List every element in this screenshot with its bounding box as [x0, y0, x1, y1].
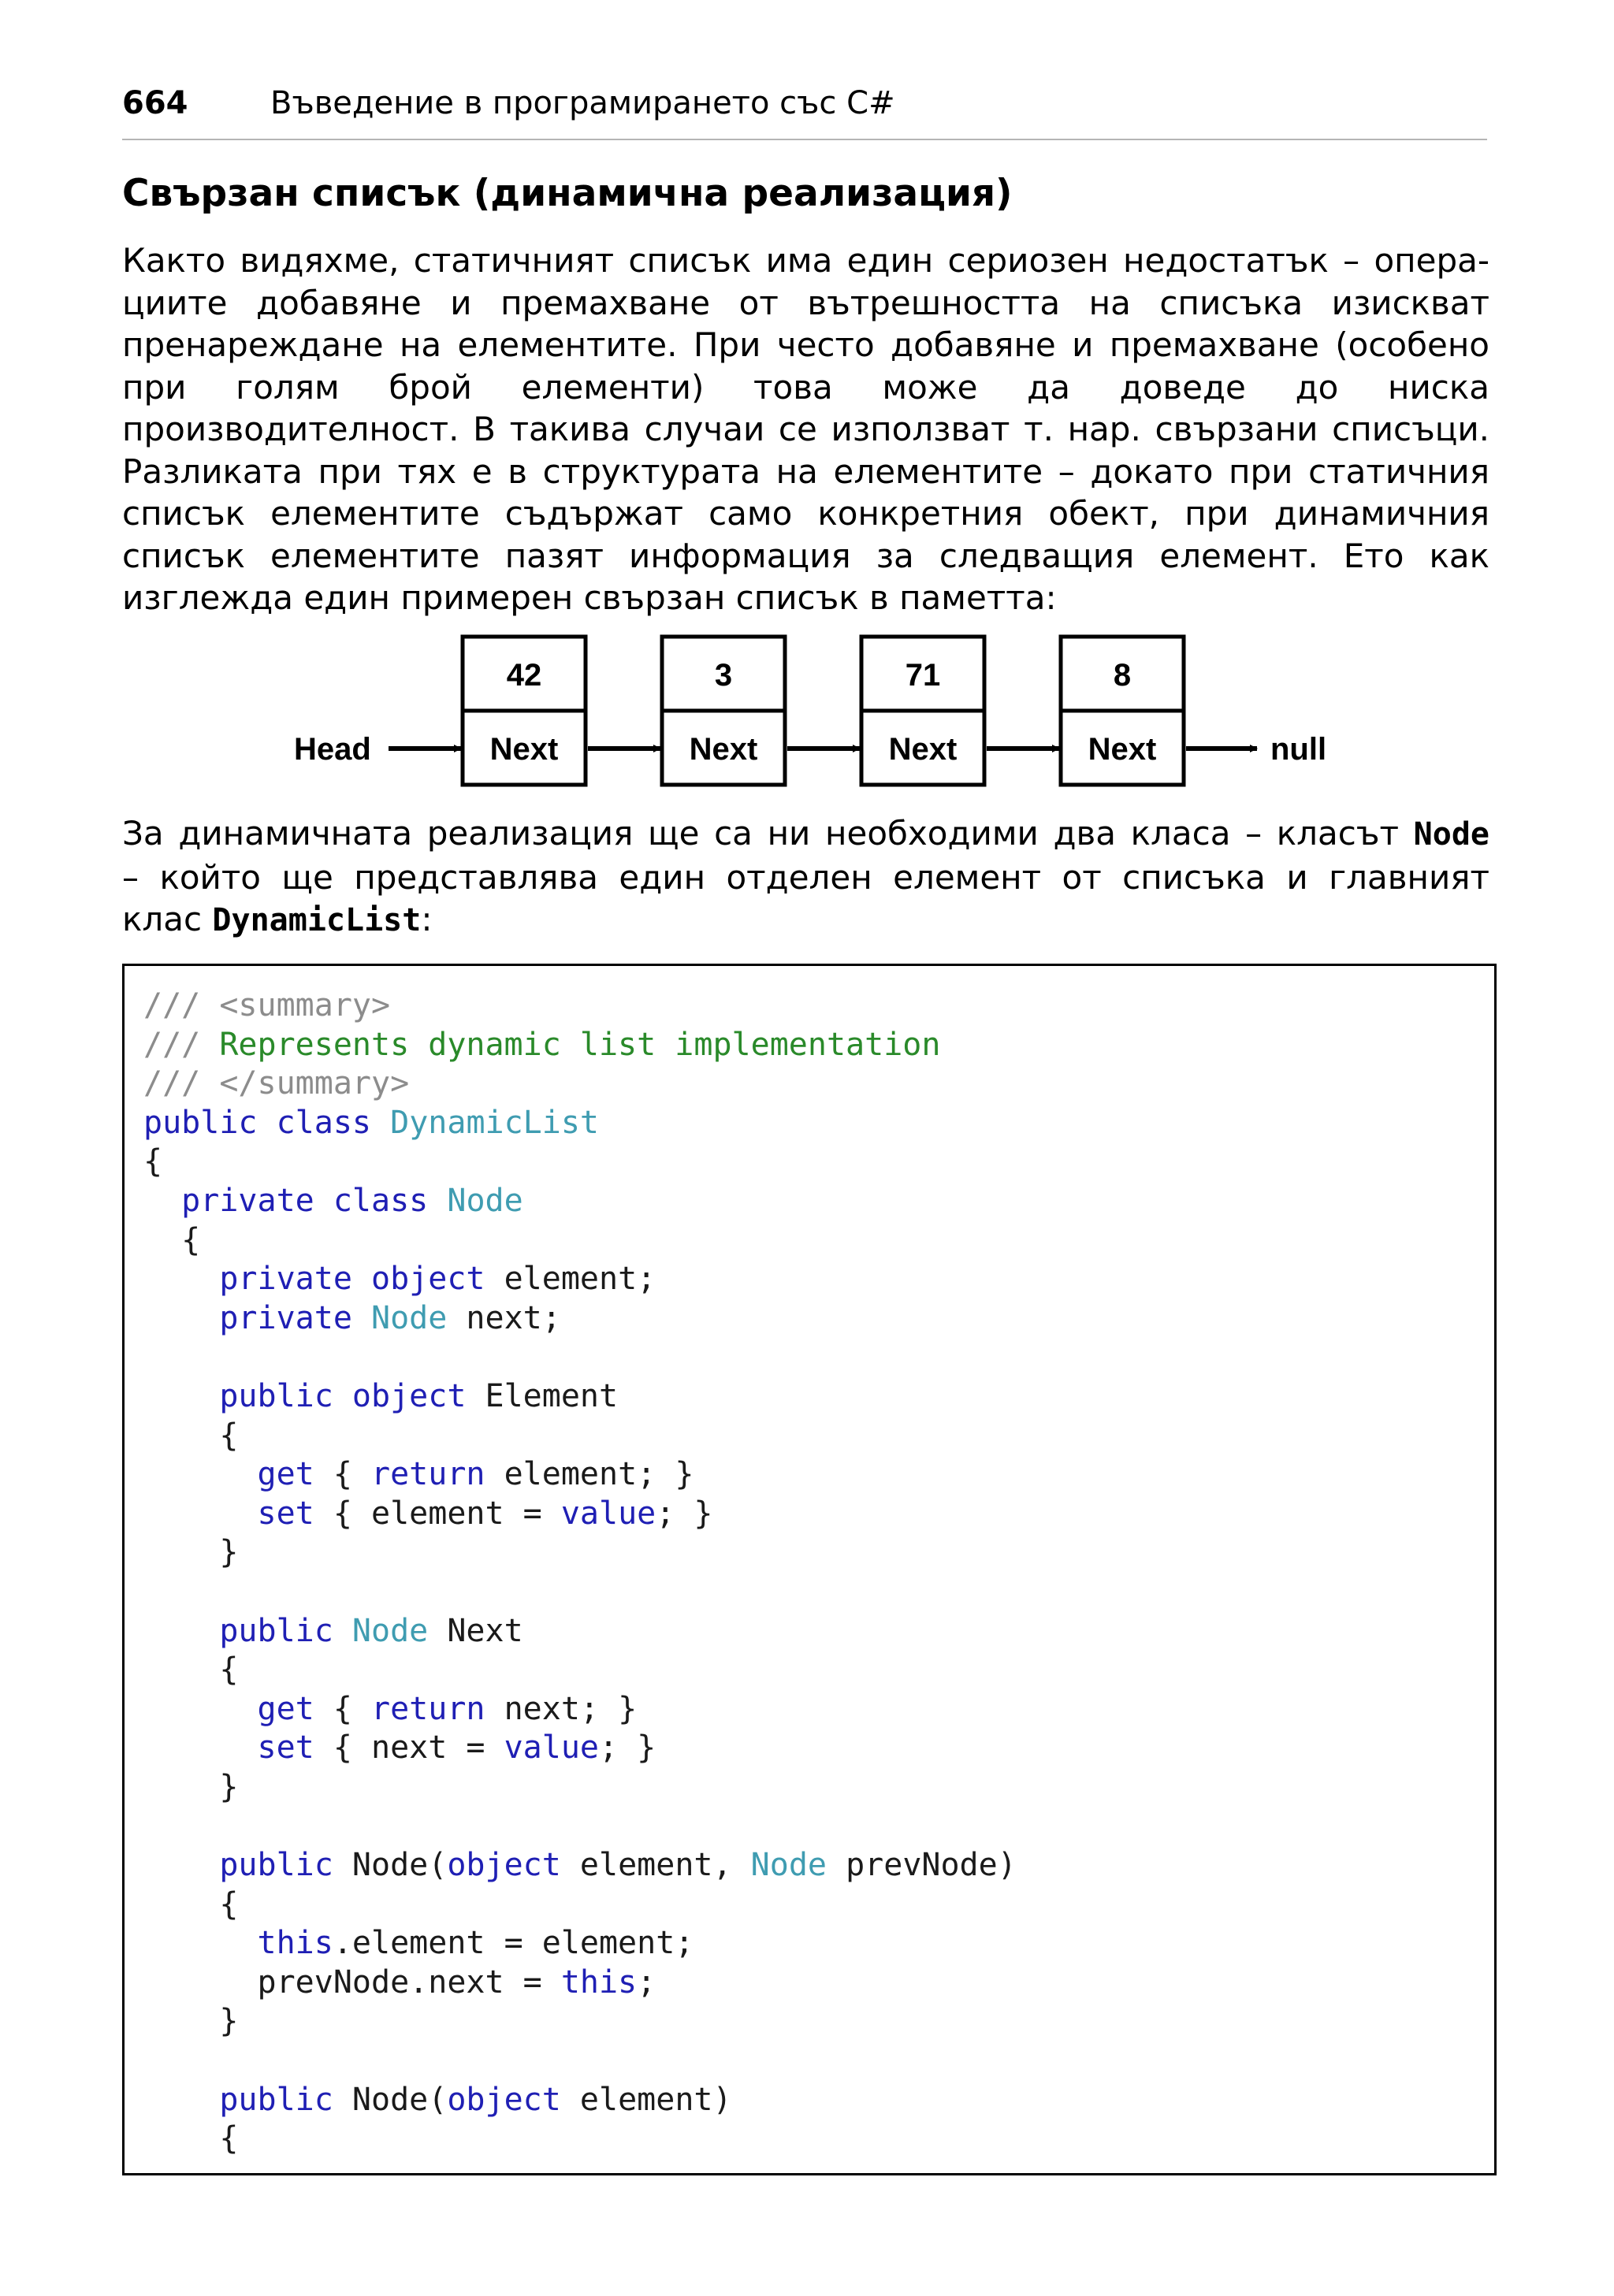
code-token [352, 1300, 371, 1336]
code-token [352, 1261, 371, 1297]
code-line [143, 1495, 1017, 1534]
code-token: { [314, 1690, 371, 1727]
classes-paragraph [122, 812, 1489, 942]
code-token [371, 1105, 390, 1141]
header-rule [122, 139, 1487, 140]
code-token: Node( [333, 1847, 448, 1884]
code-token [143, 1847, 219, 1883]
intro-line: производителност. В такива случаи се използват т. нар. свързани списъци. [122, 410, 1489, 448]
code-token: Node [447, 1182, 523, 1219]
null-label: null [1270, 732, 1327, 767]
code-token: Represents dynamic list implementation [219, 1026, 941, 1063]
intro-paragraph [122, 240, 1489, 619]
code-token: } [143, 2003, 239, 2040]
code-token [143, 1729, 258, 1766]
code-line [143, 1846, 1017, 1885]
code-token: ; } [656, 1495, 713, 1532]
code-token [333, 1613, 352, 1649]
code-token [143, 1378, 219, 1414]
code-line [143, 1260, 1017, 1299]
code-line [143, 1612, 1017, 1651]
code-token: { [314, 1456, 371, 1493]
book-title: Въведение в програмирането със C# [270, 85, 895, 121]
classes-line: – който ще представлява един отделен елемент от списъка и главният [122, 857, 1489, 897]
code-token: { [143, 2120, 239, 2157]
linked-list-diagram [276, 630, 1363, 796]
code-token: private [219, 1299, 352, 1336]
classes-line [122, 812, 1489, 856]
code-token: Node [750, 1847, 827, 1884]
code-line [143, 1338, 1017, 1377]
code-token [143, 1456, 258, 1492]
code-token: { [143, 1221, 201, 1258]
code-token: this [560, 1963, 638, 2001]
code-line [143, 2042, 1017, 2081]
code-token: .element = element; [333, 1925, 694, 1962]
code-token: { next = [314, 1729, 504, 1767]
inline-code-node: Node [1413, 816, 1489, 853]
code-token: { [143, 1885, 239, 1923]
code-token: private [219, 1261, 352, 1298]
code-token: public [219, 1612, 333, 1649]
code-listing [143, 986, 1017, 2159]
code-token: element, [560, 1847, 751, 1884]
code-token: { [143, 1143, 163, 1180]
code-token [143, 1300, 219, 1336]
code-line [143, 1182, 1017, 1221]
code-token: Node [371, 1299, 448, 1336]
code-line [143, 1729, 1017, 1768]
code-line [143, 1651, 1017, 1690]
classes-line-text: : [421, 900, 433, 938]
code-token [143, 1691, 258, 1727]
code-listing-box [122, 964, 1497, 2175]
intro-line: списък елементите пазят информация за следващия елемент. Ето как [122, 536, 1489, 575]
node-value: 8 [1113, 658, 1132, 693]
code-token: element; } [485, 1456, 694, 1493]
code-line [143, 1573, 1017, 1612]
intro-line: Разликата при тях е в структурата на елементите – докато при статичния [122, 451, 1489, 491]
node-next-label: Next [1088, 732, 1157, 767]
code-token: ; } [599, 1729, 656, 1767]
code-token: { [143, 1651, 239, 1689]
code-line [143, 1377, 1017, 1417]
code-token [143, 1613, 219, 1649]
code-line [143, 1221, 1017, 1261]
code-token: return [371, 1456, 485, 1493]
code-token: value [560, 1495, 656, 1532]
code-token: public [143, 1104, 258, 1141]
code-line [143, 2120, 1017, 2159]
code-token: element) [560, 2081, 732, 2118]
code-line [143, 2002, 1017, 2042]
code-token: Element [466, 1377, 619, 1414]
code-token: set [257, 1729, 314, 1767]
code-token: value [504, 1729, 599, 1767]
code-token: return [371, 1690, 485, 1727]
node-value: 42 [506, 658, 542, 693]
linked-list-svg [276, 630, 1363, 796]
code-token: object [447, 2081, 561, 2118]
running-header [122, 77, 1487, 128]
code-token: DynamicList [390, 1104, 600, 1141]
code-line [143, 1026, 1017, 1065]
code-token [143, 1261, 219, 1297]
code-token: Node( [333, 2081, 448, 2118]
code-token: get [257, 1690, 314, 1727]
code-token [143, 1495, 258, 1532]
nodes-group [463, 637, 1257, 785]
code-token: Next [428, 1612, 523, 1649]
code-token: class [276, 1104, 372, 1141]
intro-line: пренареждане на елементите. При често добавяне и премахване (особено [122, 325, 1489, 364]
code-token: public [219, 1377, 333, 1414]
code-token: element; [485, 1261, 656, 1298]
code-token: class [333, 1182, 429, 1219]
code-token: /// </summary> [143, 1065, 410, 1102]
classes-line [122, 898, 1489, 942]
code-line [143, 1885, 1017, 1925]
code-token: private [181, 1182, 314, 1219]
code-line [143, 1807, 1017, 1846]
node-next-label: Next [888, 732, 958, 767]
code-token: /// [143, 1026, 220, 1063]
code-line [143, 2081, 1017, 2120]
code-token: } [143, 1534, 239, 1571]
code-token: next; } [485, 1690, 638, 1727]
code-token: object [371, 1261, 485, 1298]
node-value: 3 [714, 658, 733, 693]
code-line [143, 1690, 1017, 1729]
code-token: public [219, 1847, 333, 1884]
code-token [314, 1183, 333, 1219]
code-line [143, 1064, 1017, 1104]
code-token: prevNode.next = [143, 1963, 561, 2001]
classes-line-text: За динамичната реализация ще са ни необходими два класа – класът [122, 814, 1414, 853]
code-token [258, 1105, 277, 1141]
code-token [333, 1378, 352, 1414]
code-line [143, 1417, 1017, 1456]
code-token: object [447, 1847, 561, 1884]
code-token: { [143, 1417, 239, 1454]
code-token: this [257, 1925, 333, 1962]
code-token: next; [447, 1299, 561, 1336]
node-next-label: Next [489, 732, 559, 767]
code-token [428, 1183, 447, 1219]
page-number: 664 [122, 85, 188, 121]
code-token: /// <summary> [143, 987, 391, 1024]
node-next-label: Next [689, 732, 758, 767]
code-token: Node [351, 1612, 429, 1649]
code-token [143, 2082, 219, 2118]
inline-code-dynamiclist: DynamicList [212, 902, 422, 938]
intro-line: циите добавяне и премахване от вътрешността на списъка изискват [122, 283, 1489, 322]
code-line [143, 1963, 1017, 2003]
code-token [143, 1183, 181, 1219]
code-token: get [257, 1456, 314, 1493]
code-line [143, 1299, 1017, 1339]
code-line [143, 1104, 1017, 1143]
code-token [143, 1925, 258, 1961]
code-token: set [257, 1495, 314, 1532]
code-token: prevNode) [826, 1847, 1017, 1884]
intro-line: списък елементите съдържат само конкретния обект, при динамичния [122, 494, 1489, 533]
code-line [143, 1142, 1017, 1182]
code-token: public [219, 2081, 333, 2118]
code-token: } [143, 1768, 239, 1805]
code-token: { element = [314, 1495, 561, 1532]
code-line [143, 1533, 1017, 1573]
intro-line: Както видяхме, статичният списък има един сериозен недостатък – опера- [122, 241, 1489, 280]
section-heading: Свързан списък (динамична реализация) [122, 172, 1013, 215]
code-line [143, 986, 1017, 1026]
node-value: 71 [905, 658, 941, 693]
code-token: ; [637, 1963, 656, 2001]
head-label: Head [294, 732, 371, 767]
code-line [143, 1455, 1017, 1495]
code-line [143, 1768, 1017, 1807]
code-token: object [351, 1377, 467, 1414]
classes-line-text: клас [122, 900, 213, 938]
code-line [143, 1924, 1017, 1963]
intro-line: изглежда един примерен свързан списък в паметта: [122, 578, 1057, 617]
intro-line: при голям брой елементи) това може да доведе до ниска [122, 367, 1489, 407]
